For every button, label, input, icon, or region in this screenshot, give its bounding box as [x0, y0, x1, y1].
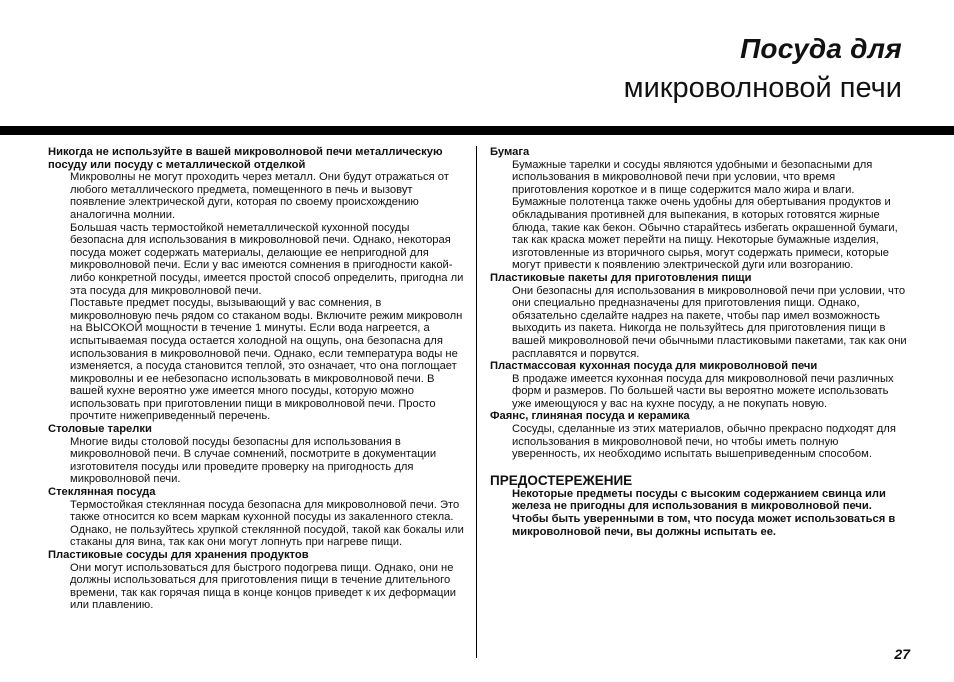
metal-warning-paragraph-2: Большая часть термостойкой неметаллической кухонной посуды безопасна для использования в микроволновой печи. Однако, некоторая посуда может содержать материалы, делающие ее непригодной для микроволновой печи. Если у вас имеются сомнения в пригодности какой-либо конкретной посуды, имеется простой способ определить, пригодна ли эта посуда для микроволновой печи. [70, 221, 464, 297]
column-divider [476, 146, 477, 658]
page-header [624, 32, 902, 106]
glass-heading: Стеклянная посуда [48, 486, 156, 499]
bags-heading: Пластиковые пакеты для приготовления пищи [490, 271, 752, 284]
caution-paragraph-2: Чтобы быть уверенными в том, что посуда может использоваться в микроволновой печи, вы должны испытать ее. [512, 513, 896, 538]
ceramic-paragraph: Сосуды, сделанные из этих материалов, обычно прекрасно подходят для использования в микроволновой печи, но чтобы иметь полную уверенность, их необходимо испытать вышеприведенным способом. [512, 423, 896, 461]
metal-warning-paragraph-3: Поставьте предмет посуды, вызывающий у вас сомнения, в микроволновую печь рядом со стаканом воды. Включите режим микроволн на ВЫСОКОЙ мощности в течение 1 минуты. Если вода нагреется, а испытываемая посуда остается холодной на ощупь, она безопасна для использования в микроволновой печи. Однако, если температура воды не изменяется, а посуда становится теплой, это означает, что она поглощает микроволны и ее небезопасно использовать в микроволновой печи. В вашей кухне вероятно уже имеется много посуды, которую можно использовать при приготовлении пищи в микроволновой печи. Просто прочтите нижеприведенный перечень. [70, 297, 463, 423]
plastic-heading: Пластмассовая кухонная посуда для микроволновой печи [490, 360, 818, 373]
storage-heading: Пластиковые сосуды для хранения продуктов [48, 549, 309, 561]
metal-warning-paragraph-1: Микроволны не могут проходить через металл. Они будут отражаться от любого металлического предмета, помещенного в печь и вызовут появление электрической дуги, которая по своему происхождению аналогична молнии. [70, 171, 449, 221]
plastic-paragraph: В продаже имеется кухонная посуда для микроволновой печи различных форм и размеров. По большей части вы вероятно можете использовать уже имеющуюся у вас на кухне посуду, а не покупать новую. [512, 372, 894, 410]
header-rule [0, 126, 954, 135]
page-subtitle: микроволновой печи [623, 72, 902, 104]
page-title: Посуда для [740, 33, 902, 64]
plates-heading: Столовые тарелки [48, 423, 152, 436]
ceramic-heading: Фаянс, глиняная посуда и керамика [490, 410, 690, 423]
bags-paragraph: Они безопасны для использования в микроволновой печи при условии, что они специально предназначены для приготовления пищи. Однако, обязательно сделайте надрез на пакете, чтобы пар имел возможность выходить из пакета. Никогда не пользуйтесь для приготовления пищи в вашей микроволновой печи обычными пластиковыми пакетами, так как они расплавятся и порвутся. [512, 284, 907, 360]
right-column [490, 146, 908, 538]
plates-paragraph: Многие виды столовой посуды безопасны для использования в микроволновой печи. В случае сомнений, посмотрите в документации изготовителя посуды или проведите проверку на пригодность для микроволновой печи. [70, 435, 437, 486]
metal-warning-heading: Никогда не используйте в вашей микроволновой печи металлическую посуду или посуду с металлической отделкой [48, 146, 443, 171]
glass-paragraph: Термостойкая стеклянная посуда безопасна для микроволновой печи. Это также относится ко всем маркам кухонной посуды из закаленного стекла. Однако, не пользуйтесь хрупкой стеклянной посудой, такой как бокалы или стаканы для вина, так как они могут лопнуть при нагреве пищи. [70, 498, 464, 549]
page-number: 27 [894, 646, 910, 662]
storage-paragraph: Они могут использоваться для быстрого подогрева пищи. Однако, они не должны использоваться для приготовления пищи в течение длительного времени, так как горячая пища в конце концов приведет к их деформации или плавлению. [70, 561, 456, 612]
paper-paragraph: Бумажные тарелки и сосуды являются удобными и безопасными для использования в микроволновой печи при условии, что время приготовления короткое и в пище содержится мало жира и влаги. Бумажные полотенца также очень удобны для обертывания продуктов и обкладывания противней для выпекания, в которых готовятся жирные блюда, такие как бекон. Обычно старайтесь избегать окрашенной бумаги, так как краска может перейти на пищу. Некоторые бумажные изделия, изготовленные из вторичного сырья, могут содержать примеси, которые могут привести к появлению электрической дуги или возгоранию. [512, 158, 898, 272]
caution-title: ПРЕДОСТЕРЕЖЕНИЕ [490, 472, 633, 488]
paper-heading: Бумага [490, 146, 530, 158]
caution-paragraph-1: Некоторые предметы посуды с высоким содержанием свинца или железа не пригодны для использования в микроволновой печи. [512, 487, 886, 513]
left-column [48, 146, 466, 612]
